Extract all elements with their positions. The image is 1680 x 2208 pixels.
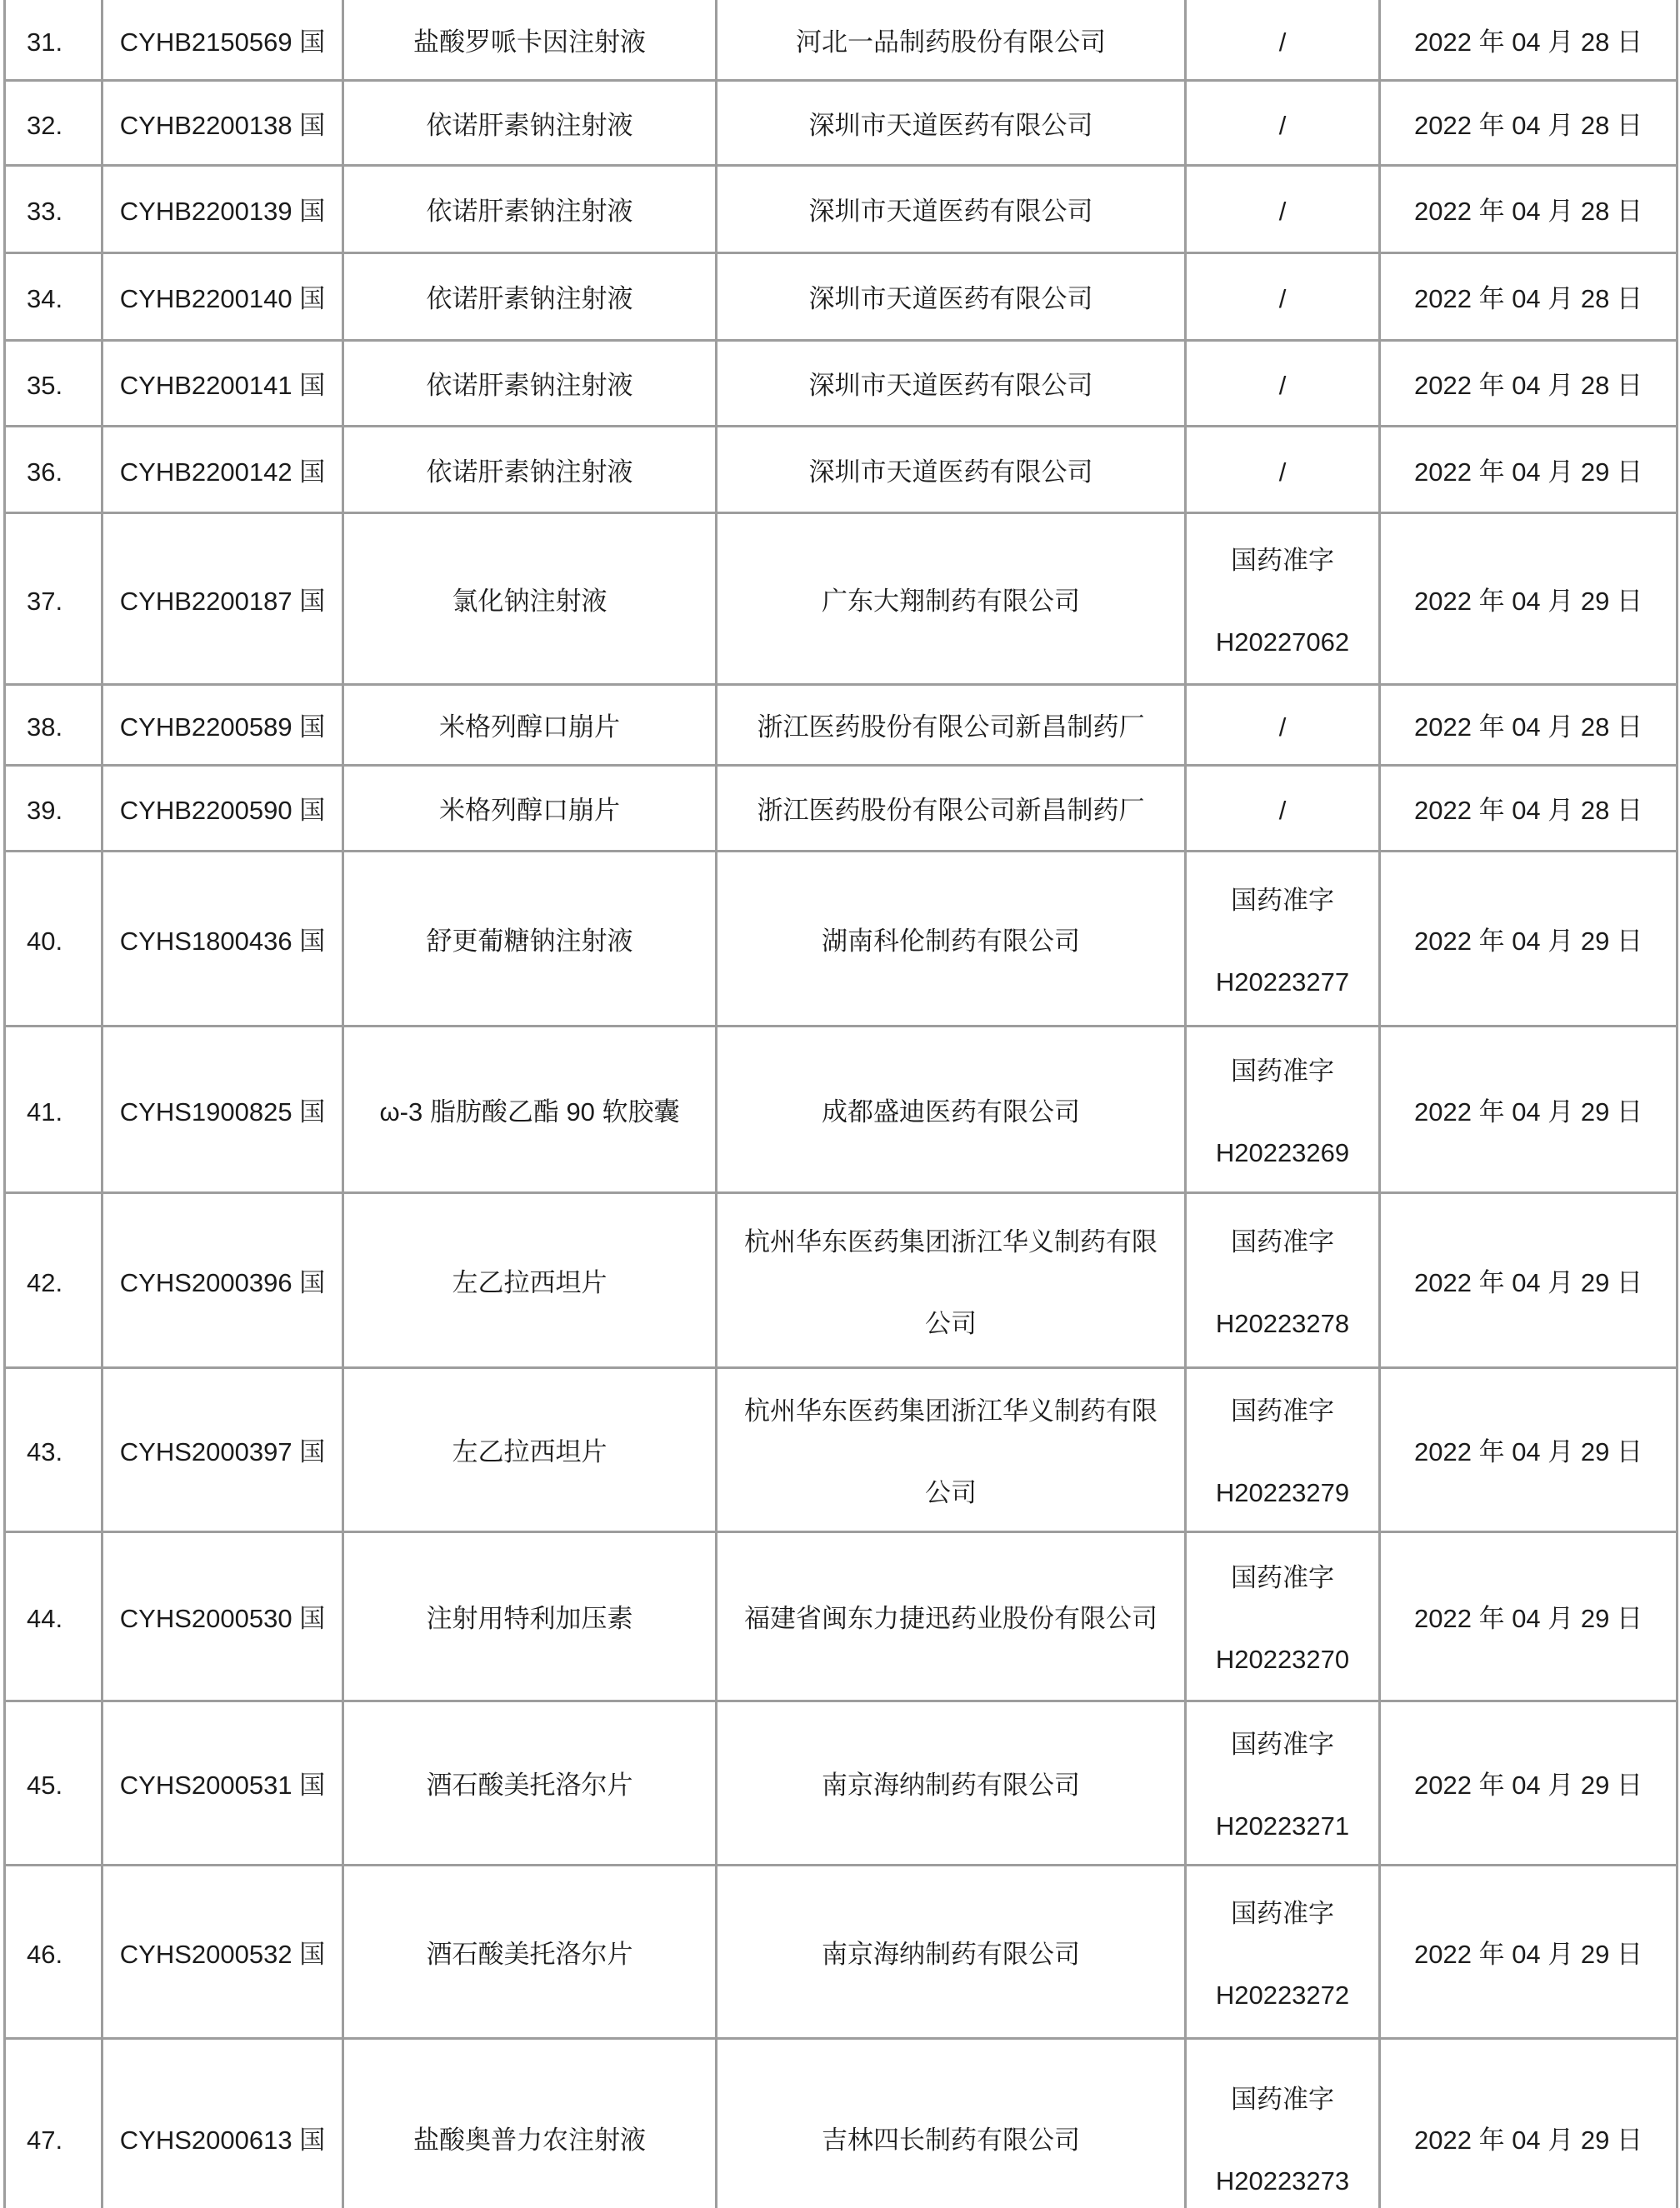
- acceptance-no-cell: [103, 427, 344, 514]
- company-cell-line: 湖南科伦制药有限公司: [822, 926, 1080, 956]
- seq-cell-text: 33.: [27, 197, 63, 226]
- acceptance-no-cell-text: CYHB2200187 国: [119, 586, 326, 616]
- acceptance-no-cell-text: CYHB2200589 国: [119, 712, 326, 742]
- drug-name-cell: [344, 852, 718, 1027]
- company-cell-line: 杭州华东医药集团浙江华义制药有限: [744, 1396, 1158, 1426]
- approval-no-cell-line: 国药准字: [1231, 1563, 1334, 1592]
- company-cell: [718, 1027, 1187, 1194]
- seq-cell-text: 37.: [27, 586, 63, 616]
- date-cell-text: 2022 年 04 月 29 日: [1414, 2125, 1642, 2155]
- acceptance-no-cell: [103, 767, 344, 852]
- acceptance-no-cell-text: CYHS2000530 国: [119, 1604, 326, 1633]
- seq-cell: [6, 167, 103, 254]
- date-cell-text: 2022 年 04 月 29 日: [1414, 1604, 1642, 1633]
- drug-name-cell: [344, 1369, 718, 1533]
- date-cell-text: 2022 年 04 月 29 日: [1414, 1939, 1642, 1969]
- approval-no-cell-line: /: [1278, 27, 1287, 57]
- approval-no-cell-line: H20223279: [1215, 1478, 1350, 1507]
- seq-cell-text: 32.: [27, 110, 63, 140]
- drug-name-cell: [344, 767, 718, 852]
- company-cell-line: 南京海纳制药有限公司: [822, 1939, 1080, 1969]
- approval-no-cell-line: 国药准字: [1231, 1730, 1334, 1759]
- drug-name-cell-text: ω-3 脂肪酸乙酯 90 软胶囊: [379, 1097, 680, 1126]
- seq-cell: [6, 1369, 103, 1533]
- company-cell: [718, 1866, 1187, 2040]
- drug-name-cell-text: 依诺肝素钠注射液: [426, 197, 633, 226]
- company-cell: [718, 427, 1187, 514]
- acceptance-no-cell-text: CYHB2200141 国: [119, 371, 326, 400]
- seq-cell-text: 44.: [27, 1604, 63, 1633]
- drug-name-cell-text: 左乙拉西坦片: [452, 1437, 608, 1466]
- table-row: [6, 342, 1678, 427]
- acceptance-no-cell-text: CYHS2000531 国: [119, 1771, 326, 1800]
- approval-no-cell: [1187, 254, 1381, 342]
- acceptance-no-cell-text: CYHB2150569 国: [119, 27, 326, 57]
- seq-cell: [6, 254, 103, 342]
- acceptance-no-cell: [103, 167, 344, 254]
- table-row: [6, 254, 1678, 342]
- acceptance-no-cell: [103, 1194, 344, 1369]
- approval-no-cell-line: 国药准字: [1231, 1396, 1334, 1426]
- approval-no-cell: [1187, 686, 1381, 767]
- drug-name-cell-text: 盐酸奥普力农注射液: [413, 2125, 646, 2155]
- table-row: [6, 514, 1678, 686]
- date-cell: [1381, 1369, 1678, 1533]
- date-cell: [1381, 254, 1678, 342]
- approval-no-cell: [1187, 767, 1381, 852]
- acceptance-no-cell-text: CYHB2200142 国: [119, 457, 326, 487]
- drug-name-cell-text: 盐酸罗哌卡因注射液: [413, 27, 646, 57]
- drug-name-cell: [344, 427, 718, 514]
- acceptance-no-cell: [103, 254, 344, 342]
- approval-no-cell-line: /: [1278, 197, 1287, 226]
- approval-no-cell-line: H20223270: [1215, 1645, 1350, 1674]
- approval-no-cell-line: 国药准字: [1231, 1226, 1334, 1256]
- approval-no-cell-line: /: [1278, 371, 1287, 400]
- drug-name-cell-text: 舒更葡糖钠注射液: [426, 926, 633, 956]
- drug-name-cell: [344, 254, 718, 342]
- seq-cell-text: 42.: [27, 1267, 63, 1297]
- seq-cell: [6, 1702, 103, 1866]
- acceptance-no-cell-text: CYHB2200138 国: [119, 110, 326, 140]
- table-row: [6, 1702, 1678, 1866]
- company-cell-line: 河北一品制药股份有限公司: [796, 27, 1106, 57]
- acceptance-no-cell: [103, 342, 344, 427]
- date-cell: [1381, 167, 1678, 254]
- acceptance-no-cell: [103, 686, 344, 767]
- acceptance-no-cell: [103, 1027, 344, 1194]
- company-cell-line: 深圳市天道医药有限公司: [808, 284, 1093, 313]
- date-cell-text: 2022 年 04 月 29 日: [1414, 457, 1642, 487]
- approval-no-cell-line: /: [1278, 110, 1287, 140]
- drug-name-cell: [344, 514, 718, 686]
- drug-name-cell: [344, 342, 718, 427]
- date-cell: [1381, 852, 1678, 1027]
- drug-name-cell: [344, 1533, 718, 1702]
- approval-table: [3, 0, 1678, 2208]
- approval-no-cell-line: 国药准字: [1231, 2084, 1334, 2114]
- approval-no-cell-line: /: [1278, 796, 1287, 825]
- table-row: [6, 0, 1678, 82]
- seq-cell-text: 45.: [27, 1771, 63, 1800]
- approval-no-cell-line: 国药准字: [1231, 545, 1334, 575]
- approval-no-cell: [1187, 1533, 1381, 1702]
- seq-cell-text: 41.: [27, 1097, 63, 1126]
- approval-no-cell-line: H20223273: [1215, 2166, 1350, 2196]
- table-row: [6, 167, 1678, 254]
- seq-cell-text: 40.: [27, 926, 63, 956]
- date-cell-text: 2022 年 04 月 28 日: [1414, 110, 1642, 140]
- acceptance-no-cell: [103, 0, 344, 82]
- company-cell-line: 南京海纳制药有限公司: [822, 1771, 1080, 1800]
- company-cell-line: 浙江医药股份有限公司新昌制药厂: [757, 796, 1145, 825]
- table-row: [6, 1027, 1678, 1194]
- approval-no-cell: [1187, 0, 1381, 82]
- approval-no-cell-line: H20223271: [1215, 1811, 1350, 1841]
- date-cell: [1381, 2040, 1678, 2208]
- approval-no-cell: [1187, 82, 1381, 167]
- date-cell: [1381, 0, 1678, 82]
- approval-no-cell: [1187, 1702, 1381, 1866]
- approval-no-cell-line: /: [1278, 712, 1287, 742]
- seq-cell: [6, 767, 103, 852]
- approval-no-cell: [1187, 2040, 1381, 2208]
- seq-cell: [6, 1194, 103, 1369]
- seq-cell-text: 39.: [27, 796, 63, 825]
- drug-name-cell: [344, 1866, 718, 2040]
- acceptance-no-cell: [103, 514, 344, 686]
- company-cell: [718, 0, 1187, 82]
- acceptance-no-cell: [103, 2040, 344, 2208]
- date-cell-text: 2022 年 04 月 28 日: [1414, 284, 1642, 313]
- approval-no-cell-line: H20227062: [1215, 627, 1350, 657]
- company-cell: [718, 342, 1187, 427]
- drug-name-cell-text: 左乙拉西坦片: [452, 1267, 608, 1297]
- approval-no-cell-line: 国药准字: [1231, 885, 1334, 915]
- drug-name-cell: [344, 1702, 718, 1866]
- seq-cell: [6, 514, 103, 686]
- drug-name-cell-text: 酒石酸美托洛尔片: [426, 1939, 633, 1969]
- date-cell: [1381, 686, 1678, 767]
- company-cell: [718, 167, 1187, 254]
- acceptance-no-cell-text: CYHB2200590 国: [119, 796, 326, 825]
- acceptance-no-cell: [103, 1702, 344, 1866]
- company-cell: [718, 514, 1187, 686]
- seq-cell: [6, 342, 103, 427]
- company-cell: [718, 2040, 1187, 2208]
- date-cell-text: 2022 年 04 月 28 日: [1414, 712, 1642, 742]
- date-cell-text: 2022 年 04 月 29 日: [1414, 1437, 1642, 1466]
- company-cell: [718, 686, 1187, 767]
- seq-cell-text: 36.: [27, 457, 63, 487]
- drug-name-cell-text: 依诺肝素钠注射液: [426, 457, 633, 487]
- drug-name-cell-text: 依诺肝素钠注射液: [426, 110, 633, 140]
- approval-no-cell: [1187, 427, 1381, 514]
- company-cell-line: 浙江医药股份有限公司新昌制药厂: [757, 712, 1145, 742]
- company-cell-line: 公司: [925, 1308, 977, 1338]
- acceptance-no-cell: [103, 852, 344, 1027]
- table-row: [6, 1533, 1678, 1702]
- seq-cell: [6, 2040, 103, 2208]
- date-cell: [1381, 1533, 1678, 1702]
- acceptance-no-cell-text: CYHS2000613 国: [119, 2125, 326, 2155]
- date-cell: [1381, 1866, 1678, 2040]
- date-cell: [1381, 342, 1678, 427]
- date-cell-text: 2022 年 04 月 28 日: [1414, 197, 1642, 226]
- company-cell-line: 公司: [925, 1478, 977, 1507]
- date-cell: [1381, 1027, 1678, 1194]
- seq-cell: [6, 686, 103, 767]
- seq-cell-text: 34.: [27, 284, 63, 313]
- company-cell-line: 福建省闽东力捷迅药业股份有限公司: [744, 1604, 1158, 1633]
- acceptance-no-cell: [103, 1533, 344, 1702]
- company-cell-line: 广东大翔制药有限公司: [822, 586, 1080, 616]
- seq-cell-text: 46.: [27, 1939, 63, 1969]
- date-cell-text: 2022 年 04 月 28 日: [1414, 796, 1642, 825]
- acceptance-no-cell-text: CYHB2200140 国: [119, 284, 326, 313]
- approval-no-cell: [1187, 514, 1381, 686]
- acceptance-no-cell-text: CYHS2000396 国: [119, 1267, 326, 1297]
- date-cell-text: 2022 年 04 月 29 日: [1414, 586, 1642, 616]
- company-cell: [718, 767, 1187, 852]
- drug-name-cell: [344, 167, 718, 254]
- acceptance-no-cell: [103, 82, 344, 167]
- drug-name-cell-text: 依诺肝素钠注射液: [426, 284, 633, 313]
- drug-name-cell: [344, 1027, 718, 1194]
- approval-no-cell-line: H20223277: [1215, 967, 1350, 997]
- approval-no-cell: [1187, 342, 1381, 427]
- drug-name-cell-text: 酒石酸美托洛尔片: [426, 1771, 633, 1800]
- acceptance-no-cell-text: CYHS2000397 国: [119, 1437, 326, 1466]
- approval-no-cell-line: /: [1278, 457, 1287, 487]
- acceptance-no-cell: [103, 1866, 344, 2040]
- date-cell: [1381, 1194, 1678, 1369]
- date-cell-text: 2022 年 04 月 28 日: [1414, 27, 1642, 57]
- acceptance-no-cell-text: CYHS1900825 国: [119, 1097, 326, 1126]
- company-cell-line: 杭州华东医药集团浙江华义制药有限: [744, 1226, 1158, 1256]
- approval-no-cell: [1187, 852, 1381, 1027]
- date-cell: [1381, 82, 1678, 167]
- seq-cell: [6, 1533, 103, 1702]
- company-cell-line: 深圳市天道医药有限公司: [808, 110, 1093, 140]
- company-cell-line: 深圳市天道医药有限公司: [808, 371, 1093, 400]
- date-cell: [1381, 767, 1678, 852]
- drug-name-cell-text: 米格列醇口崩片: [439, 712, 620, 742]
- drug-name-cell: [344, 1194, 718, 1369]
- seq-cell-text: 38.: [27, 712, 63, 742]
- approval-no-cell-line: H20223278: [1215, 1308, 1350, 1338]
- table-row: [6, 1866, 1678, 2040]
- approval-no-cell: [1187, 1369, 1381, 1533]
- date-cell: [1381, 514, 1678, 686]
- date-cell-text: 2022 年 04 月 29 日: [1414, 1771, 1642, 1800]
- approval-no-cell-line: H20223269: [1215, 1137, 1350, 1167]
- seq-cell: [6, 1027, 103, 1194]
- seq-cell: [6, 0, 103, 82]
- table-row: [6, 82, 1678, 167]
- date-cell: [1381, 1702, 1678, 1866]
- company-cell: [718, 1533, 1187, 1702]
- approval-no-cell-line: 国药准字: [1231, 1056, 1334, 1086]
- drug-name-cell: [344, 82, 718, 167]
- acceptance-no-cell: [103, 1369, 344, 1533]
- drug-name-cell: [344, 686, 718, 767]
- drug-name-cell: [344, 2040, 718, 2208]
- approval-no-cell: [1187, 167, 1381, 254]
- drug-name-cell-text: 米格列醇口崩片: [439, 796, 620, 825]
- date-cell-text: 2022 年 04 月 29 日: [1414, 926, 1642, 956]
- drug-name-cell-text: 依诺肝素钠注射液: [426, 371, 633, 400]
- company-cell: [718, 82, 1187, 167]
- table-row: [6, 2040, 1678, 2208]
- date-cell-text: 2022 年 04 月 29 日: [1414, 1097, 1642, 1126]
- seq-cell: [6, 852, 103, 1027]
- approval-no-cell-line: /: [1278, 284, 1287, 313]
- seq-cell: [6, 1866, 103, 2040]
- acceptance-no-cell-text: CYHB2200139 国: [119, 197, 326, 226]
- company-cell-line: 深圳市天道医药有限公司: [808, 457, 1093, 487]
- company-cell-line: 成都盛迪医药有限公司: [822, 1097, 1080, 1126]
- company-cell: [718, 852, 1187, 1027]
- seq-cell-text: 47.: [27, 2125, 63, 2155]
- company-cell: [718, 1194, 1187, 1369]
- approval-no-cell-line: H20223272: [1215, 1980, 1350, 2010]
- seq-cell: [6, 427, 103, 514]
- approval-no-cell: [1187, 1027, 1381, 1194]
- drug-name-cell-text: 氯化钠注射液: [452, 586, 608, 616]
- company-cell: [718, 254, 1187, 342]
- table-row: [6, 852, 1678, 1027]
- seq-cell: [6, 82, 103, 167]
- table-row: [6, 1194, 1678, 1369]
- acceptance-no-cell-text: CYHS2000532 国: [119, 1939, 326, 1969]
- table-row: [6, 767, 1678, 852]
- company-cell-line: 吉林四长制药有限公司: [822, 2125, 1080, 2155]
- approval-no-cell-line: 国药准字: [1231, 1898, 1334, 1928]
- drug-name-cell-text: 注射用特利加压素: [426, 1604, 633, 1633]
- approval-no-cell: [1187, 1194, 1381, 1369]
- seq-cell-text: 43.: [27, 1437, 63, 1466]
- company-cell: [718, 1702, 1187, 1866]
- date-cell: [1381, 427, 1678, 514]
- date-cell-text: 2022 年 04 月 28 日: [1414, 371, 1642, 400]
- company-cell: [718, 1369, 1187, 1533]
- drug-name-cell: [344, 0, 718, 82]
- acceptance-no-cell-text: CYHS1800436 国: [119, 926, 326, 956]
- date-cell-text: 2022 年 04 月 29 日: [1414, 1267, 1642, 1297]
- seq-cell-text: 35.: [27, 371, 63, 400]
- table-row: [6, 1369, 1678, 1533]
- company-cell-line: 深圳市天道医药有限公司: [808, 197, 1093, 226]
- seq-cell-text: 31.: [27, 27, 63, 57]
- approval-no-cell: [1187, 1866, 1381, 2040]
- table-row: [6, 427, 1678, 514]
- table-row: [6, 686, 1678, 767]
